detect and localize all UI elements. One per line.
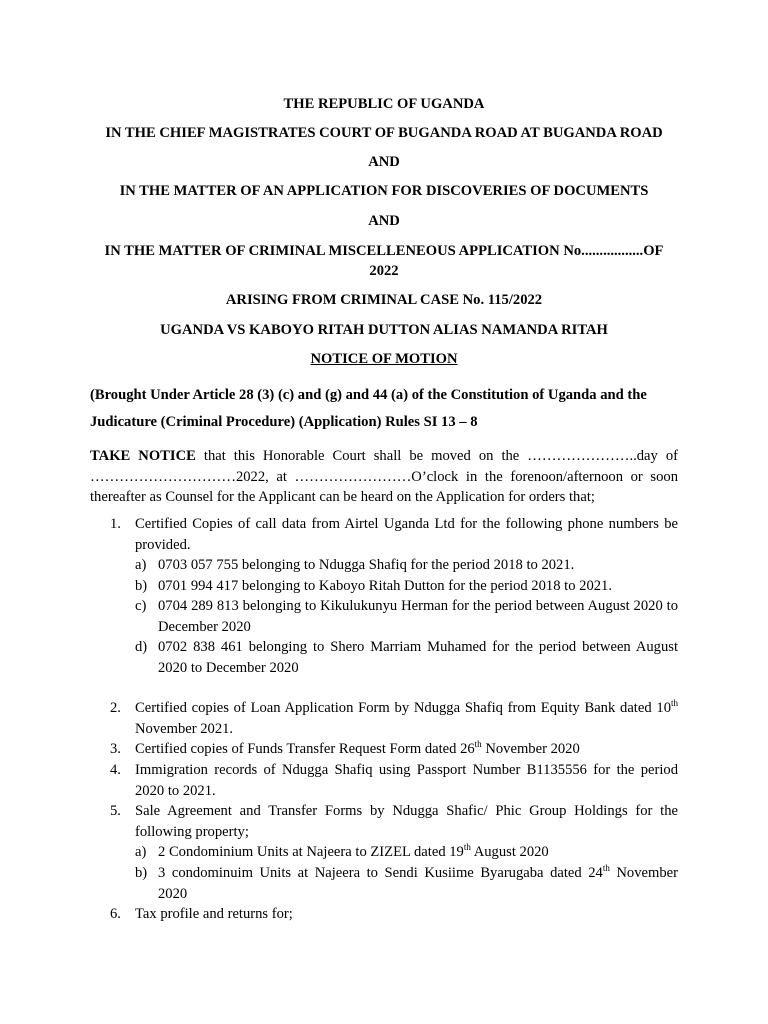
brought-under-line2: Judicature (Criminal Procedure) (Application) Rules SI 13 – 8 bbox=[90, 414, 478, 430]
sub-item-text-a: 2 Condominium Units at Najeera to ZIZEL dated 19 bbox=[158, 844, 464, 860]
take-notice-lead: TAKE NOTICE bbox=[90, 448, 196, 464]
list-item-number: 1. bbox=[110, 516, 121, 532]
list-item-text: Tax profile and returns for; bbox=[135, 906, 293, 922]
list-item-number: 6. bbox=[110, 906, 121, 922]
arising-heading: ARISING FROM CRIMINAL CASE No. 115/2022 bbox=[225, 292, 543, 308]
sub-item-text bbox=[158, 842, 678, 863]
matter-heading-2-line1: IN THE MATTER OF CRIMINAL MISCELLENEOUS APPLICATION No.................OF bbox=[104, 243, 664, 259]
sub-item-label: d) bbox=[135, 639, 148, 655]
notice-title: NOTICE OF MOTION bbox=[310, 351, 458, 367]
brought-under-line1: (Brought Under Article 28 (3) (c) and (g) and 44 (a) of the Constitution of Uganda and the bbox=[90, 387, 647, 403]
take-notice-line3: thereafter as Counsel for the Applicant can be heard on the Application for orders that; bbox=[90, 489, 595, 505]
and-heading-2: AND bbox=[368, 213, 400, 229]
sub-item-text: 0704 289 813 belonging to Kikulukunyu Herman for the period between August 2020 to December 2020 bbox=[158, 598, 678, 635]
list-item-text bbox=[135, 698, 678, 739]
list-item-number: 3. bbox=[110, 741, 121, 757]
list-item-text-a: Certified copies of Loan Application Form by Ndugga Shafiq from Equity Bank dated bbox=[135, 700, 652, 716]
list-item-text: Immigration records of Ndugga Shafiq using Passport Number B1135556 for the period 2020 to 2021. bbox=[135, 762, 678, 799]
ordinal-suffix: th bbox=[474, 739, 482, 750]
sub-item-text: 0703 057 755 belonging to Ndugga Shafiq for the period 2018 to 2021. bbox=[158, 557, 575, 573]
list-item-text-a: Certified copies of Funds Transfer Request Form dated 26 bbox=[135, 741, 475, 757]
sub-item-label: c) bbox=[135, 598, 147, 614]
court-heading: IN THE CHIEF MAGISTRATES COURT OF BUGANDA ROAD AT BUGANDA ROAD bbox=[105, 125, 663, 141]
list-item-text-b: November 2021. bbox=[135, 720, 234, 737]
list-item-number: 2. bbox=[110, 700, 121, 716]
sub-item-label: b) bbox=[135, 578, 148, 594]
matter-heading-2 bbox=[80, 241, 688, 281]
list-item-text-b: November 2020 bbox=[481, 741, 580, 757]
parties-heading: UGANDA VS KABOYO RITAH DUTTON ALIAS NAMANDA RITAH bbox=[160, 322, 608, 338]
take-notice-line2: …………………………2022, at ……………………O’clock in the forenoon/afternoon or soon bbox=[90, 468, 678, 485]
sub-item-text bbox=[158, 863, 678, 904]
sub-item-label: b) bbox=[135, 865, 148, 881]
notice-title-wrap bbox=[80, 349, 688, 369]
list-item-number: 4. bbox=[110, 762, 121, 778]
sub-item-label: a) bbox=[135, 557, 147, 573]
ordinal-suffix: th bbox=[602, 863, 610, 874]
ordinal-suffix: th bbox=[463, 842, 471, 853]
list-item-number: 5. bbox=[110, 803, 121, 819]
take-notice-line1 bbox=[90, 446, 678, 467]
list-item-text bbox=[135, 739, 678, 760]
republic-heading: THE REPUBLIC OF UGANDA bbox=[283, 96, 485, 112]
list-item-text: Sale Agreement and Transfer Forms by Ndugga Shafic/ Phic Group Holdings for the following property; bbox=[135, 803, 678, 840]
take-notice-line1-rest: that this Honorable Court shall be moved on the …………………..day of bbox=[195, 448, 678, 464]
sub-item-text: 0701 994 417 belonging to Kaboyo Ritah Dutton for the period 2018 to 2021. bbox=[158, 578, 612, 594]
matter-heading-2-line2: 2022 bbox=[369, 263, 399, 279]
list-item-text: Certified Copies of call data from Airtel Uganda Ltd for the following phone numbers be provided. bbox=[135, 516, 678, 553]
sub-item-text-b: August 2020 bbox=[470, 844, 549, 860]
take-notice-paragraph bbox=[90, 446, 678, 508]
sub-item-text-a: 3 condominuim Units at Najeera to Sendi Kusiime Byarugaba dated 24 bbox=[158, 865, 603, 881]
sub-item-text: 0702 838 461 belonging to Shero Marriam Muhamed for the period between August 2020 to December 2020 bbox=[158, 639, 678, 676]
ordinal-suffix: th bbox=[670, 698, 678, 709]
sub-item-label: a) bbox=[135, 844, 147, 860]
sub-item-text-b: November 2020 bbox=[158, 865, 678, 902]
and-heading-1: AND bbox=[368, 154, 400, 170]
matter-heading-1: IN THE MATTER OF AN APPLICATION FOR DISCOVERIES OF DOCUMENTS bbox=[119, 183, 649, 199]
brought-under bbox=[90, 382, 678, 436]
list-item-day: 10 bbox=[656, 700, 671, 716]
